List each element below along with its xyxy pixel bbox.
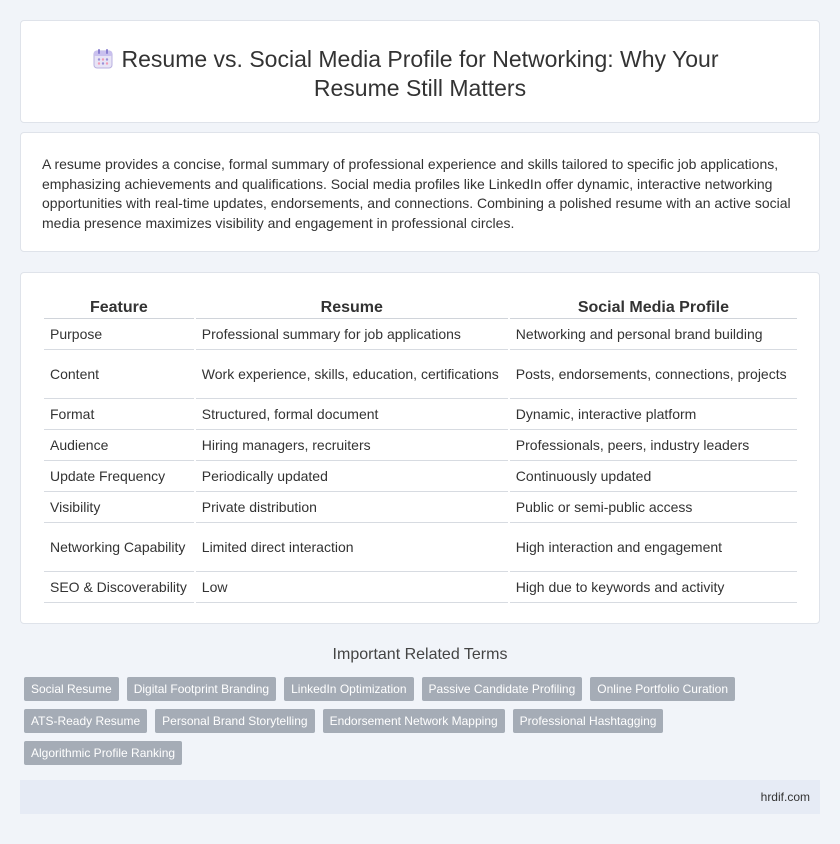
page-title — [21, 45, 819, 103]
table-cell: Professionals, peers, industry leaders — [510, 430, 797, 461]
related-terms-tags — [24, 677, 784, 765]
tag-link[interactable]: ATS-Ready Resume — [24, 709, 147, 733]
table-cell: Dynamic, interactive platform — [510, 399, 797, 430]
table-cell: Limited direct interaction — [196, 523, 508, 572]
related-terms-title: Important Related Terms — [332, 646, 508, 663]
tag-link[interactable]: Personal Brand Storytelling — [155, 709, 314, 733]
table-cell: High due to keywords and activity — [510, 572, 797, 603]
table-cell: Audience — [44, 430, 194, 461]
table-cell: Periodically updated — [196, 461, 508, 492]
table-cell: Structured, formal document — [196, 399, 508, 430]
table-row — [44, 319, 797, 350]
tag-link[interactable]: Digital Footprint Branding — [127, 677, 276, 701]
tag-link[interactable]: LinkedIn Optimization — [284, 677, 413, 701]
table-header-row — [44, 297, 797, 319]
table-row — [44, 430, 797, 461]
table-cell: Visibility — [44, 492, 194, 523]
header-social-media-profile: Social Media Profile — [510, 297, 797, 319]
table-cell: Networking Capability — [44, 523, 194, 572]
intro-card — [20, 132, 820, 252]
table-cell: Low — [196, 572, 508, 603]
tag-link[interactable]: Passive Candidate Profiling — [422, 677, 583, 701]
table-cell: Networking and personal brand building — [510, 319, 797, 350]
table-cell: Posts, endorsements, connections, projects — [510, 350, 797, 399]
comparison-card — [20, 272, 820, 624]
table-cell: Content — [44, 350, 194, 399]
table-cell: Update Frequency — [44, 461, 194, 492]
table-row — [44, 350, 797, 399]
comparison-table — [42, 297, 799, 603]
table-row — [44, 492, 797, 523]
title-card — [20, 20, 820, 123]
table-cell: Work experience, skills, education, certifications — [196, 350, 508, 399]
intro-paragraph: A resume provides a concise, formal summary of professional experience and skills tailored to specific job applications, emphasizing achievements and qualifications. Social media profiles like LinkedIn offer dynamic, interactive networking opportunities with real-time updates, endorsements, and connections. Combining a polished resume with an active social media presence maximizes visibility and engagement in professional circles. — [42, 156, 791, 231]
header-resume: Resume — [196, 297, 508, 319]
table-cell: Public or semi-public access — [510, 492, 797, 523]
tag-link[interactable]: Professional Hashtagging — [513, 709, 664, 733]
table-row — [44, 399, 797, 430]
table-cell: Purpose — [44, 319, 194, 350]
tag-link[interactable]: Algorithmic Profile Ranking — [24, 741, 182, 765]
table-cell: Hiring managers, recruiters — [196, 430, 508, 461]
table-cell: Continuously updated — [510, 461, 797, 492]
header-feature: Feature — [44, 297, 194, 319]
table-cell: SEO & Discoverability — [44, 572, 194, 603]
table-cell: High interaction and engagement — [510, 523, 797, 572]
tag-link[interactable]: Social Resume — [24, 677, 119, 701]
table-row — [44, 461, 797, 492]
tag-link[interactable]: Online Portfolio Curation — [590, 677, 735, 701]
table-cell: Private distribution — [196, 492, 508, 523]
table-cell: Professional summary for job applications — [196, 319, 508, 350]
table-row — [44, 523, 797, 572]
page-title-line1: Resume vs. Social Media Profile for Networking: Why Your — [121, 46, 719, 72]
footer — [20, 780, 820, 814]
page-title-line2: Resume Still Matters — [313, 75, 527, 101]
tag-link[interactable]: Endorsement Network Mapping — [323, 709, 505, 733]
table-cell: Format — [44, 399, 194, 430]
table-row — [44, 572, 797, 603]
footer-site-link[interactable]: hrdif.com — [760, 790, 810, 804]
